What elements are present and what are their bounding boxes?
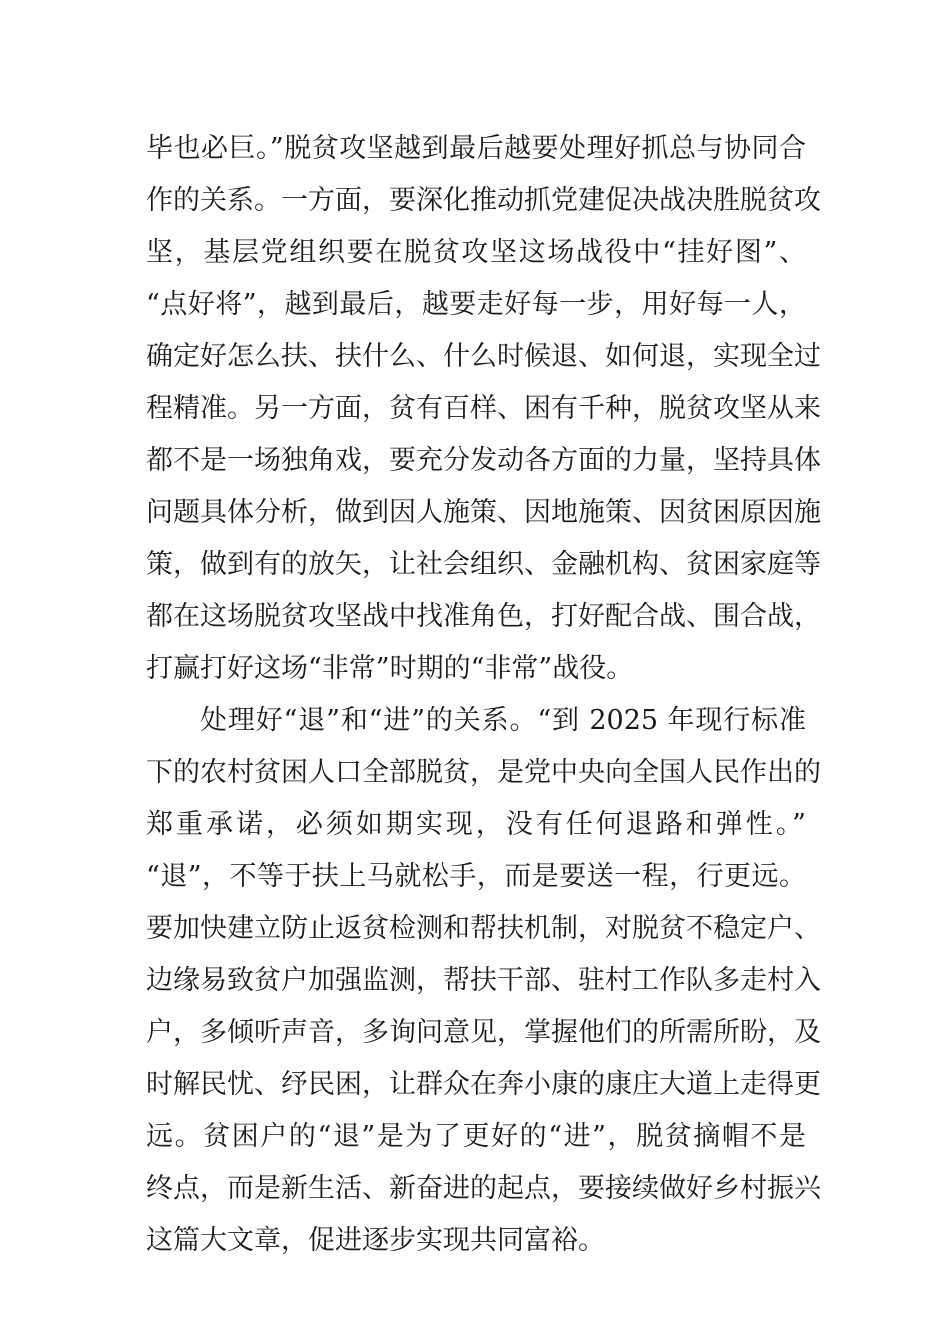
paragraph-line: 远。贫困户的“退”是为了更好的“进”，脱贫摘帽不是 — [146, 1121, 806, 1152]
paragraph-line: 下的农村贫困人口全部脱贫，是党中央向全国人民作出的 — [146, 757, 821, 788]
paragraph-line: 时解民忧、纾民困，让群众在奔小康的康庄大道上走得更 — [146, 1069, 821, 1100]
paragraph-line: 策，做到有的放矢，让社会组织、金融机构、贫困家庭等 — [146, 549, 821, 580]
paragraph-line: 毕也必巨。”脱贫攻坚越到最后越要处理好抓总与协同合 — [146, 133, 806, 164]
paragraph-line: “点好将”，越到最后，越要走好每一步，用好每一人， — [146, 289, 806, 320]
paragraph-line: 要加快建立防止返贫检测和帮扶机制，对脱贫不稳定户、 — [146, 913, 821, 944]
paragraph-line: 都不是一场独角戏，要充分发动各方面的力量，坚持具体 — [146, 445, 821, 476]
paragraph-first-line: 处理好“退”和“进”的关系。“到 2025 年现行标准 — [200, 705, 806, 736]
paragraph-line: 确定好怎么扶、扶什么、什么时候退、如何退，实现全过 — [146, 341, 821, 372]
paragraph-line: 这篇大文章，促进逐步实现共同富裕。 — [146, 1225, 605, 1256]
paragraph-line: “退”，不等于扶上马就松手，而是要送一程，行更远。 — [146, 861, 806, 892]
paragraph-line: 程精准。另一方面，贫有百样、困有千种，脱贫攻坚从来 — [146, 393, 821, 424]
paragraph-line: 户，多倾听声音，多询问意见，掌握他们的所需所盼，及 — [146, 1017, 821, 1048]
paragraph-line: 打赢打好这场“非常”时期的“非常”战役。 — [146, 653, 634, 684]
paragraph-line: 作的关系。一方面，要深化推动抓党建促决战决胜脱贫攻 — [146, 185, 821, 216]
paragraph-line: 终点，而是新生活、新奋进的起点，要接续做好乡村振兴 — [146, 1173, 821, 1204]
paragraph-line: 郑重承诺，必须如期实现，没有任何退路和弹性。” — [146, 809, 806, 840]
paragraph-line: 边缘易致贫户加强监测，帮扶干部、驻村工作队多走村入 — [146, 965, 821, 996]
paragraph-line: 都在这场脱贫攻坚战中找准角色，打好配合战、围合战， — [146, 601, 821, 632]
paragraph-line: 问题具体分析，做到因人施策、因地施策、因贫困原因施 — [146, 497, 821, 528]
paragraph-line: 坚，基层党组织要在脱贫攻坚这场战役中“挂好图”、 — [146, 237, 806, 268]
